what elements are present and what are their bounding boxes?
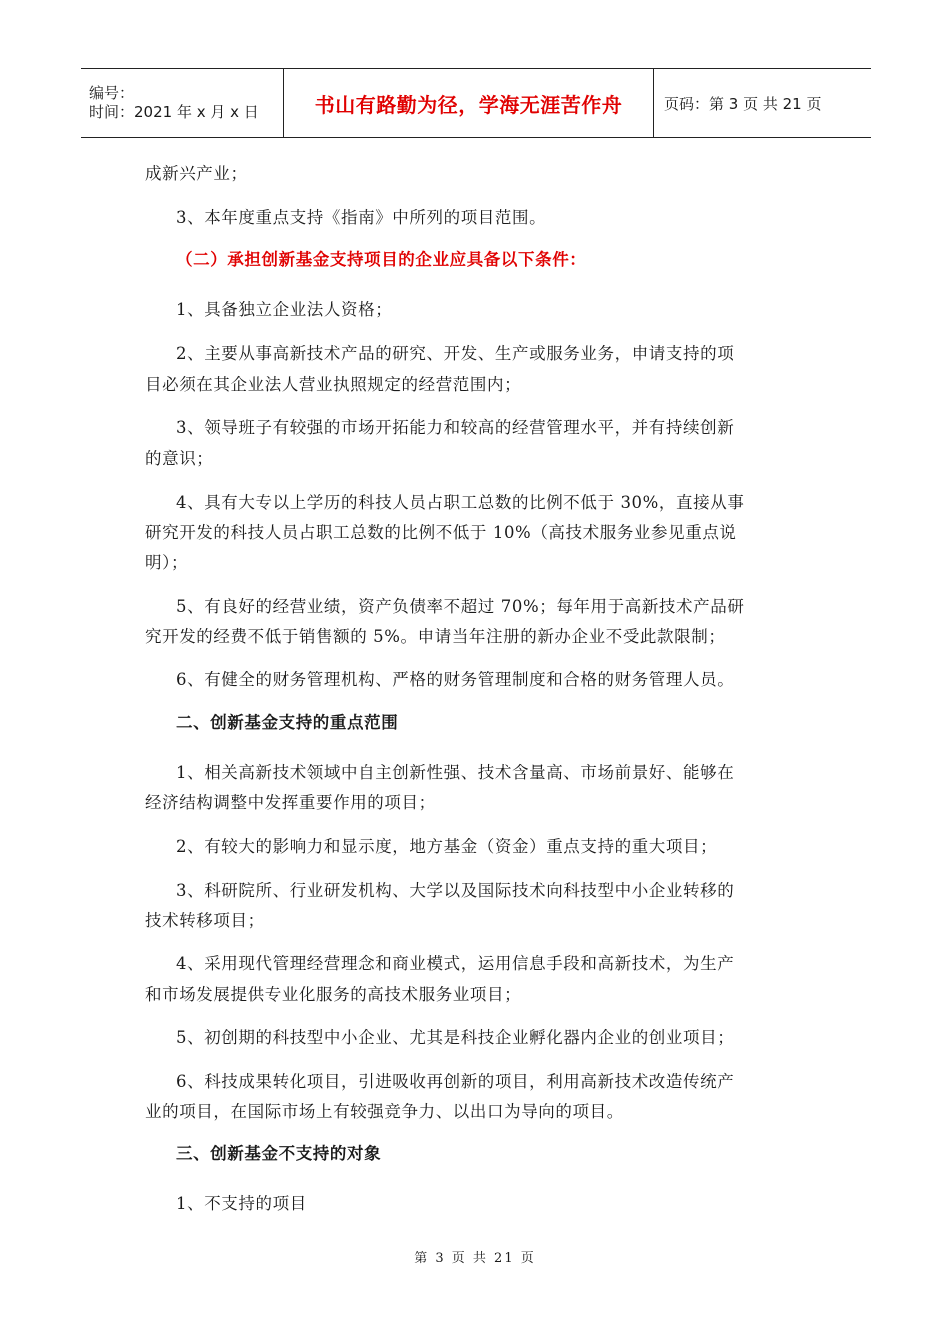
paragraph-line: 2、有较大的影响力和显示度，地方基金（资金）重点支持的重大项目； <box>176 837 718 856</box>
paragraph-line: 明）； <box>145 553 189 572</box>
document-header <box>81 68 871 138</box>
paragraph-line: 1、不支持的项目 <box>176 1194 307 1213</box>
section-heading: 三、创新基金不支持的对象 <box>176 1144 382 1163</box>
paragraph-line: 3、科研院所、行业研发机构、大学以及国际技术向科技型中小企业转移的 <box>176 881 735 900</box>
paragraph-line: 1、具备独立企业法人资格； <box>176 300 393 319</box>
paragraph-line: 4、采用现代管理经营理念和商业模式，运用信息手段和高新技术，为生产 <box>176 954 735 973</box>
paragraph-line: 2、主要从事高新技术产品的研究、开发、生产或服务业务，申请支持的项 <box>176 344 735 363</box>
paragraph-line: 目必须在其企业法人营业执照规定的经营范围内； <box>145 375 522 394</box>
paragraph-line: 5、初创期的科技型中小企业、尤其是科技企业孵化器内企业的创业项目； <box>176 1028 735 1047</box>
paragraph-line: 经济结构调整中发挥重要作用的项目； <box>145 793 436 812</box>
section-heading: 二、创新基金支持的重点范围 <box>176 713 399 732</box>
header-page-info: 页码：第 3 页 共 21 页 <box>664 94 822 113</box>
paragraph-line: 6、科技成果转化项目，引进吸收再创新的项目，利用高新技术改造传统产 <box>176 1072 735 1091</box>
paragraph-line: 3、本年度重点支持《指南》中所列的项目范围。 <box>176 208 547 227</box>
paragraph-line: 的意识； <box>145 449 214 468</box>
paragraph-line: 技术转移项目； <box>145 911 265 930</box>
header-meta <box>81 69 283 137</box>
paragraph-line: 1、相关高新技术领域中自主创新性强、技术含量高、市场前景好、能够在 <box>176 763 735 782</box>
paragraph-line: 研究开发的科技人员占职工总数的比例不低于 10%（高技术服务业参见重点说 <box>145 523 737 542</box>
paragraph-line: 究开发的经费不低于销售额的 5%。申请当年注册的新办企业不受此款限制； <box>145 627 726 646</box>
paragraph-line: 业的项目，在国际市场上有较强竞争力、以出口为导向的项目。 <box>145 1102 624 1121</box>
paragraph-line: 和市场发展提供专业化服务的高技术服务业项目； <box>145 985 522 1004</box>
paragraph-line: 5、有良好的经营业绩，资产负债率不超过 70%；每年用于高新技术产品研 <box>176 597 745 616</box>
header-motto-cell <box>283 69 654 137</box>
paragraph-line: 成新兴产业； <box>145 164 248 183</box>
document-date: 时间：2021 年 x 月 x 日 <box>89 103 259 121</box>
paragraph-line: 6、有健全的财务管理机构、严格的财务管理制度和合格的财务管理人员。 <box>176 670 735 689</box>
paragraph-line: 3、领导班子有较强的市场开拓能力和较高的经营管理水平，并有持续创新 <box>176 418 735 437</box>
document-number-label: 编号： <box>89 84 135 102</box>
page-footer: 第 3 页 共 21 页 <box>414 1251 536 1266</box>
header-motto: 书山有路勤为径，学海无涯苦作舟 <box>314 92 623 117</box>
paragraph-line: 4、具有大专以上学历的科技人员占职工总数的比例不低于 30%，直接从事 <box>176 493 745 512</box>
section-heading-red: （二）承担创新基金支持项目的企业应具备以下条件： <box>176 250 587 269</box>
